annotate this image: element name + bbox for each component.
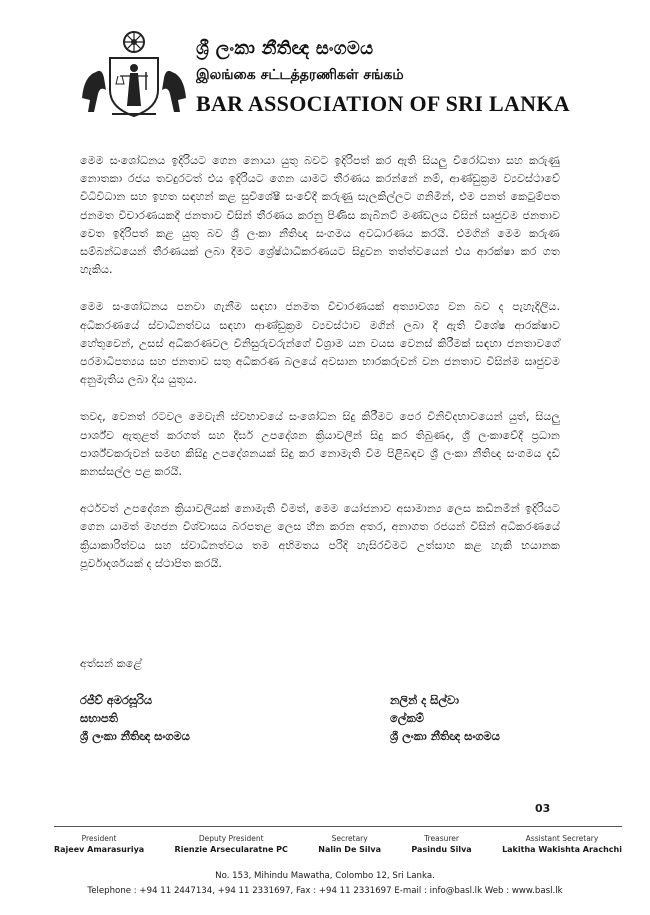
- signatory-name: රජීව් අමරසූරිය: [80, 693, 153, 707]
- officer-name: Lakitha Wakishta Arachchi: [502, 845, 622, 854]
- footer-address: No. 153, Mihindu Mawatha, Colombo 12, Sri Lanka.: [215, 871, 435, 881]
- officer-role: President: [81, 834, 117, 843]
- bar-association-logo: [78, 28, 190, 120]
- signatory-left: [80, 691, 190, 745]
- footer-contact: Telephone : +94 11 2447134, +94 11 2331697, Fax : +94 11 2331697 E-mail : info@basl.lk Web : www.basl.lk: [87, 886, 563, 896]
- officer-treasurer: [411, 834, 471, 854]
- org-name-tamil: இலங்கை சட்டத்தரணிகள் சங்கம்: [196, 67, 404, 83]
- officer-role: Secretary: [331, 834, 368, 843]
- org-name-sinhala: ශ්‍රී ලංකා නීතිඥ සංගමය: [196, 38, 374, 59]
- officer-name: Pasindu Silva: [411, 845, 472, 854]
- officer-role: Treasurer: [424, 834, 459, 843]
- letter-body: [80, 152, 560, 592]
- officer-name: Nalin De Silva: [318, 845, 382, 854]
- paragraph: අර්ථවත් උපදේශන ක්‍රියාවලියක් නොමැති වීමත්, මෙම යෝජනාව අසාමාන්‍ය ලෙස කඩිනමින් ඉදිරියට ගෙන යාමත් මහජන විශ්වාසය බරපතළ ලෙස හීන කරන අතර, අනාගත රජයන් විසින් අධිකරණයේ ක්‍රියාකාරිත්වය සහ ස්වාධීනත්වය තම අභිමතය පරිදි හැසිරවීමට උත්සාහ කළ හැකි භයානක පූර්වාදර්ශයක් ද ස්ථාපිත කරයි.: [80, 502, 560, 570]
- paragraph: තවද, වෙනත් රටවල මෙවැනි ස්වභාවයේ සංශෝධන සිදු කිරීමට පෙර විනිවිදභාවයෙන් යුත්, සියලු පාර්ශ්ව ඇතුළත් කරගත් සහ දීර්ඝ උපදේශන ක්‍රියාවලීන් සිදු කර තිබුණද, ශ්‍රී ලංකාවේදී ප්‍රධාන පාර්ශ්වකරුවන් සමඟ කිසිදු උපදේශනයක් සිදු කර නොමැති වීම පිළිබඳව ශ්‍රී ලංකා නීතිඥ සංගමය දැඩි කනස්සල්ල පළ කරයි.: [80, 410, 560, 479]
- organization-name-block: [196, 38, 570, 117]
- closing-text: අත්සන් කළේ: [80, 657, 142, 670]
- signatory-title: සභාපති: [80, 711, 118, 725]
- officer-assistant-secretary: [502, 834, 622, 854]
- officer-secretary: [318, 834, 381, 854]
- org-name-english: BAR ASSOCIATION OF SRI LANKA: [196, 91, 570, 116]
- signatory-title: ලේකම්: [390, 711, 424, 725]
- signatory-org: ශ්‍රී ලංකා නීතිඥ සංගමය: [390, 729, 500, 743]
- officer-role: Assistant Secretary: [525, 834, 599, 843]
- officer-name: Rajeev Amarasuriya: [54, 845, 145, 854]
- signatory-name: නලින් ද සිල්වා: [390, 693, 459, 707]
- paragraph: මෙම සංශෝධනය පනවා ගැනීම සඳහා ජනමත විචාරණයක් අත්‍යාවශ්‍ය වන බව ද පැහැදිලිය. අධිකරණයේ ස්වාධීනත්වය සඳහා ආණ්ඩුක්‍රම ව්‍යවස්ථාව මගින් ලබා දී ඇති විශේෂ ආරක්ෂාව හේතුවෙන්, උසස් අධිකරණවල විනිසුරුවරුන්ගේ විශ්‍රාම යන වයස වෙනස් කිරීමක් සඳහා ජනතාවගේ පරමාධිපත්‍යය සහ ජනතාව සතු අධිකරණ බලයේ අවසාන භාරකරුවන් වන ජනතාව විසින්ම සෘජුවම අනුමැතිය ලබා දිය යුතුය.: [80, 300, 560, 387]
- officer-deputy-president: [175, 834, 288, 854]
- paragraph: මෙම සංශෝධනය ඉදිරියට ගෙන නොයා යුතු බවට ඉදිරිපත් කර ඇති සියලු විරෝධතා සහ කරුණු නොතකා රජය තවදුරටත් එය ඉදිරියට ගෙන යාමට තීරණය කරන්නේ නම්, ආණ්ඩුක්‍රම ව්‍යවස්ථාවේ විධිවිධාන සහ ඉහත සඳහන් කළ සුවිශේෂී සංවේදී කරුණු සැලකිල්ලට ගනිමින්, එම පනත් කෙටුම්පත ජනමත විචාරණයකදී ජනතාව විසින් තීරණය කරනු පිණිස කැබිනට් මණ්ඩලය විසින් සෘජුවම ජනතාව වෙත ඉදිරිපත් කළ යුතු බව ශ්‍රී ලංකා නීතිඥ සංගමය අවධාරණය කරයි. එමගින් මෙම කරුණ සම්බන්ධයෙන් තීරණයක් ලබා දීමට ශ්‍රේෂ්ඨාධිකරණයට සිදුවන තත්ත්වයෙන් එය ආරක්ෂා කර ගත හැකිය.: [80, 154, 560, 277]
- footer-divider: [54, 826, 622, 827]
- office-bearers: [54, 834, 622, 854]
- signatory-right: [390, 691, 500, 745]
- letterhead: [0, 0, 650, 140]
- page-number: 03: [535, 802, 551, 815]
- officer-name: Rienzie Arsecularatne PC: [174, 845, 288, 854]
- officer-role: Deputy President: [198, 834, 264, 843]
- signatory-org: ශ්‍රී ලංකා නීතිඥ සංගමය: [80, 729, 190, 743]
- officer-president: [54, 834, 144, 854]
